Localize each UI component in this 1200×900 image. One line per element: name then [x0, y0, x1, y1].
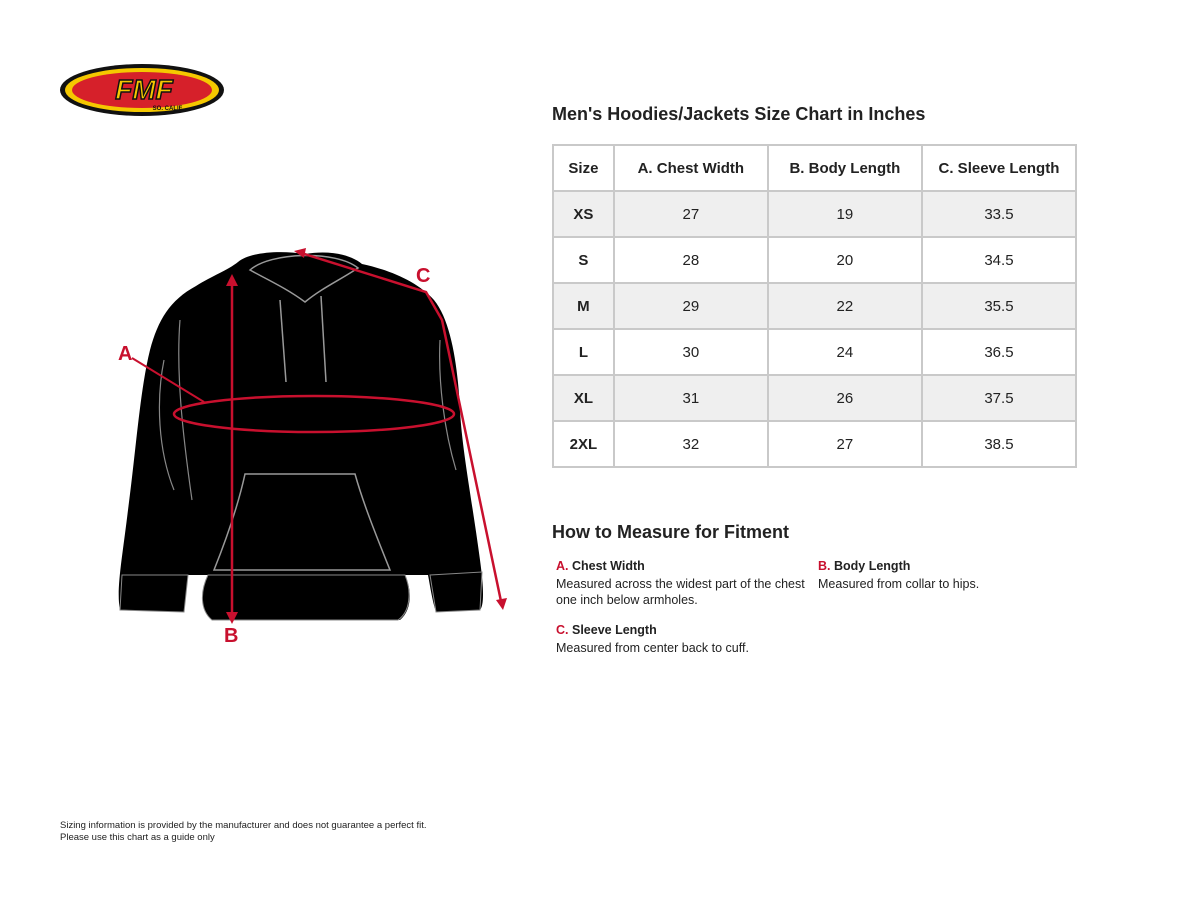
chest-cell: 31: [614, 375, 768, 421]
sleeve-cell: 36.5: [922, 329, 1076, 375]
measure-body-heading: [818, 558, 1068, 574]
disclaimer-line-2: Please use this chart as a guide only: [60, 832, 215, 843]
body-cell: 26: [768, 375, 922, 421]
size-cell: 2XL: [553, 421, 614, 467]
table-row: [553, 421, 1076, 467]
size-cell: M: [553, 283, 614, 329]
label-b: B: [224, 625, 239, 647]
measure-body-name: Body Length: [833, 559, 911, 573]
size-cell: L: [553, 329, 614, 375]
header-chest-width: A. Chest Width: [614, 145, 768, 191]
header-body-length: B. Body Length: [768, 145, 922, 191]
chest-cell: 30: [614, 329, 768, 375]
table-row: [553, 283, 1076, 329]
measure-sleeve-desc-1: Measured from center back to cuff.: [556, 641, 749, 655]
header-sleeve-length: C. Sleeve Length: [922, 145, 1076, 191]
measure-chest-width: [556, 558, 806, 608]
disclaimer-line-1: Sizing information is provided by the manufacturer and does not guarantee a perfect fit.: [60, 820, 427, 831]
size-chart-title: Men's Hoodies/Jackets Size Chart in Inches: [552, 104, 926, 124]
sleeve-cell: 38.5: [922, 421, 1076, 467]
measure-chest-letter: A.: [556, 559, 569, 573]
body-cell: 27: [768, 421, 922, 467]
label-c: C: [416, 265, 431, 287]
size-cell: XL: [553, 375, 614, 421]
measure-chest-heading: [556, 558, 806, 574]
body-cell: 20: [768, 237, 922, 283]
measure-sleeve-name: Sleeve Length: [571, 623, 657, 637]
sleeve-cell: 35.5: [922, 283, 1076, 329]
hoodie-diagram: [100, 230, 530, 650]
measure-section-title: How to Measure for Fitment: [552, 522, 790, 542]
table-row: [553, 375, 1076, 421]
label-a: A: [118, 343, 133, 365]
chest-cell: 29: [614, 283, 768, 329]
sleeve-length-arrowhead-end: [496, 598, 507, 610]
disclaimer: [60, 820, 427, 844]
body-cell: 19: [768, 191, 922, 237]
measure-sleeve-length: [556, 622, 806, 656]
hoodie-silhouette: [119, 252, 483, 620]
chest-cell: 32: [614, 421, 768, 467]
chest-cell: 27: [614, 191, 768, 237]
size-chart-table: [552, 144, 1077, 468]
sleeve-cell: 37.5: [922, 375, 1076, 421]
measure-body-length: [818, 558, 1068, 592]
measure-chest-name: Chest Width: [571, 559, 645, 573]
chest-cell: 28: [614, 237, 768, 283]
body-cell: 22: [768, 283, 922, 329]
table-row: [553, 237, 1076, 283]
header-size: Size: [553, 145, 614, 191]
sleeve-cell: 33.5: [922, 191, 1076, 237]
table-header-row: [553, 145, 1076, 191]
measure-body-desc-1: Measured from collar to hips.: [818, 577, 980, 591]
fmf-logo: [58, 62, 226, 118]
measure-chest-desc-1: Measured across the widest part of the chest: [556, 577, 805, 591]
measure-sleeve-heading: [556, 622, 806, 638]
table-row: [553, 191, 1076, 237]
sleeve-cell: 34.5: [922, 237, 1076, 283]
logo-brand-text: FMF: [115, 74, 173, 105]
measure-body-letter: B.: [818, 559, 831, 573]
measure-sleeve-letter: C.: [556, 623, 569, 637]
logo-tagline-text: SO. CALIF.: [152, 106, 184, 112]
size-cell: S: [553, 237, 614, 283]
measure-chest-desc-2: one inch below armholes.: [556, 593, 698, 607]
body-cell: 24: [768, 329, 922, 375]
table-row: [553, 329, 1076, 375]
size-cell: XS: [553, 191, 614, 237]
